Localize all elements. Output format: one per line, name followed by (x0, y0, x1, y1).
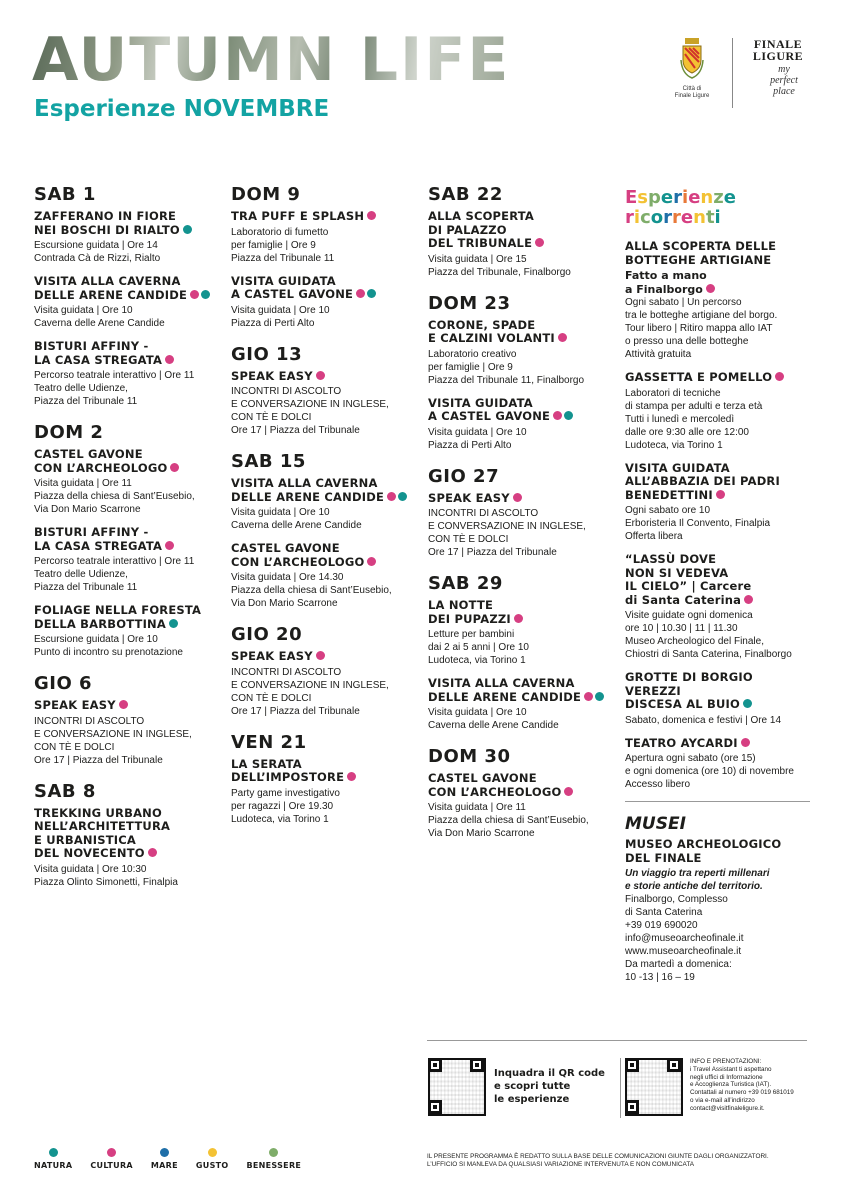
musei-divider (625, 801, 810, 802)
event-title: VISITA ALLA CAVERNA DELLE ARENE CANDIDE (34, 275, 224, 302)
cultura-category-dot (170, 463, 179, 472)
brand-tagline: my perfect place (770, 64, 798, 97)
event-item (428, 599, 618, 667)
museo-details: Finalborgo, Complesso di Santa Caterina +39 019 690020 info@museoarcheofinale.it www.museoarcheofinale.it Da martedì a domenica: 10 -13 | 16 – 19 (625, 894, 744, 983)
cultura-category-dot (513, 493, 522, 502)
event-details: INCONTRI DI ASCOLTO E CONVERSAZIONE IN INGLESE, CON TÈ E DOLCI Ore 17 | Piazza del Tribunale (428, 508, 586, 558)
event-title: TREKKING URBANO NELL’ARCHITETTURA E URBANISTICA DEL NOVECENTO (34, 805, 171, 860)
cultura-category-dot (165, 355, 174, 364)
event-title: SPEAK EASY (34, 699, 224, 713)
event-title: BISTURI AFFINY - LA CASA STREGATA (34, 340, 224, 367)
event-details: INCONTRI DI ASCOLTO E CONVERSAZIONE IN INGLESE, CON TÈ E DOLCI Ore 17 | Piazza del Tribunale (231, 666, 389, 717)
natura-category-dot (743, 699, 752, 708)
cultura-category-dot (119, 700, 128, 709)
event-item (231, 650, 421, 718)
disclaimer: IL PRESENTE PROGRAMMA È REDATTO SULLA BASE DELLE COMUNICAZIONI GIUNTE DAGLI ORGANIZZATORI. L’UFFICIO SI MANLEVA DA QUALSIASI VARIAZIONE INTERVENUTA E NON COMUNICATA (427, 1153, 769, 1168)
museo-tagline: Un viaggio tra reperti millenari e storie antiche del territorio. (625, 868, 770, 892)
event-item (34, 340, 224, 408)
cultura-category-dot (741, 738, 750, 747)
event-details: Escursione guidata | Ore 14 Contrada Cà de Rizzi, Rialto (34, 240, 161, 264)
event-item (231, 210, 421, 265)
event-details: Escursione guidata | Ore 10 Punto di incontro su prenotazione (34, 634, 183, 658)
day-heading: SAB 8 (34, 780, 96, 802)
event-title: VISITA ALLA CAVERNA DELLE ARENE CANDIDE (231, 477, 421, 504)
cultura-category-dot (347, 772, 356, 781)
cultura-category-dot (316, 371, 325, 380)
event-title: ALLA SCOPERTA DI PALAZZO DEL TRIBUNALE (428, 210, 618, 251)
event-item (428, 210, 618, 279)
event-item (34, 448, 224, 516)
event-title: SPEAK EASY (231, 370, 421, 384)
legend-label: NATURA (34, 1161, 73, 1170)
event-details: Visita guidata | Ore 10 Piazza di Perti Alto (428, 426, 527, 451)
event-title: ZAFFERANO IN FIORE NEI BOSCHI DI RIALTO (34, 210, 224, 237)
recurring-details: Apertura ogni sabato (ore 15) e ogni domenica (ore 10) di novembre Accesso libero (625, 753, 794, 790)
cultura-category-dot (514, 614, 523, 623)
event-details: Percorso teatrale interattivo | Ore 11 Teatro delle Udienze, Piazza del Tribunale 11 (34, 556, 195, 593)
cultura-category-dot (558, 333, 567, 342)
event-item (34, 604, 224, 659)
event-title: VISITA ALLA CAVERNA DELLE ARENE CANDIDE (428, 677, 618, 704)
legend-label: GUSTO (195, 1161, 229, 1170)
event-item (428, 492, 618, 560)
day-heading: DOM 30 (428, 746, 511, 767)
event-title: VISITA GUIDATA A CASTEL GAVONE (428, 397, 618, 424)
event-details: Percorso teatrale interattivo | Ore 11 Teatro delle Udienze, Piazza del Tribunale 11 (34, 370, 195, 407)
recurring-item (625, 240, 810, 361)
event-item (428, 772, 618, 840)
qr-code-experiences[interactable] (428, 1058, 486, 1116)
recurring-subtitle: Fatto a mano a Finalborgo (625, 269, 810, 296)
natura-category-dot (564, 411, 573, 420)
event-item (34, 807, 224, 889)
cultura-category-dot (387, 492, 396, 501)
schedule-column-2 (231, 184, 421, 836)
legend-label: CULTURA (90, 1161, 133, 1170)
recurring-heading-line1: Esperienze (625, 187, 736, 208)
day-heading: GIO 13 (231, 343, 303, 365)
event-item (231, 758, 421, 826)
event-title: BISTURI AFFINY - LA CASA STREGATA (34, 526, 224, 553)
poster-title: AUTUMN LIFE (32, 25, 511, 95)
recurring-title: “LASSÙ DOVE NON SI VEDEVA IL CIELO” | Carcere di Santa Caterina (625, 552, 752, 607)
event-title: LA NOTTE DEI PUPAZZI (428, 599, 618, 626)
day-heading: VEN 21 (231, 731, 307, 753)
recurring-details: Ogni sabato ore 10 Erboristeria Il Convento, Finalpia Offerta libera (625, 505, 771, 542)
cultura-category-dot (148, 848, 157, 857)
cultura-category-dot (744, 595, 753, 604)
crest-caption: Città di Finale Ligure (674, 86, 710, 99)
cultura-category-dot (535, 238, 544, 247)
event-title: SPEAK EASY (428, 492, 618, 506)
event-title: TRA PUFF E SPLASH (231, 210, 421, 224)
legend-cultura (90, 1148, 133, 1170)
event-item (231, 477, 421, 532)
event-title: CASTEL GAVONE CON L’ARCHEOLOGO (34, 448, 224, 475)
recurring-details: Sabato, domenica e festivi | Ore 14 (625, 714, 782, 726)
info-prenotazioni: INFO E PRENOTAZIONI: i Travel Assistant ti aspettano negli uffici di Informazione e Accoglienza Turistica (IAT). Contattali al numero +39 019 681019 o via e-mail all’indirizzo contact@visitfinaleligure.it. (690, 1058, 794, 1112)
event-details: INCONTRI DI ASCOLTO E CONVERSAZIONE IN INGLESE, CON TÈ E DOLCI Ore 17 | Piazza del Tribunale (34, 715, 192, 766)
day-heading: SAB 15 (231, 451, 306, 472)
cultura-legend-dot (107, 1148, 116, 1157)
cultura-category-dot (706, 284, 715, 293)
recurring-title: GASSETTA E POMELLO (625, 371, 810, 385)
natura-category-dot (201, 290, 210, 299)
event-details: Visita guidata | Ore 14.30 Piazza della chiesa di Sant’Eusebio, Via Don Mario Scarrone (231, 572, 392, 609)
day-heading: SAB 1 (34, 184, 96, 205)
event-title: CASTEL GAVONE CON L’ARCHEOLOGO (231, 542, 421, 569)
recurring-details: Laboratori di tecniche di stampa per adulti e terza età Tutti i lunedì e mercoledì dalle ore 9:30 alle ore 12:00 Ludoteca, via Torino 1 (625, 387, 763, 451)
recurring-item (625, 462, 810, 544)
event-title: LA SERATA DELL’IMPOSTORE (231, 758, 421, 785)
event-details: Party game investigativo per ragazzi | Ore 19.30 Ludoteca, via Torino 1 (231, 787, 340, 825)
legend-benessere (247, 1148, 302, 1170)
natura-category-dot (169, 619, 178, 628)
event-details: Visita guidata | Ore 10 Caverna delle Arene Candide (34, 305, 165, 329)
city-crest-icon (680, 38, 704, 82)
brand-logo: FINALE LIGURE (752, 37, 804, 63)
mare-legend-dot (160, 1148, 169, 1157)
cultura-category-dot (165, 541, 174, 550)
legend-gusto (196, 1148, 229, 1170)
day-heading: GIO 20 (231, 624, 303, 645)
recurring-item (625, 553, 810, 661)
cultura-category-dot (316, 651, 325, 660)
recurring-item (625, 671, 810, 727)
recurring-item (625, 371, 810, 452)
event-details: Letture per bambini dai 2 ai 5 anni | Ore 10 Ludoteca, via Torino 1 (428, 629, 529, 666)
cultura-category-dot (775, 372, 784, 381)
legend-natura (34, 1148, 72, 1170)
recurring-details: Visite guidate ogni domenica ore 10 | 10.30 | 11 | 11.30 Museo Archeologico del Finale, Chiostri di Santa Caterina, Finalborgo (625, 610, 792, 660)
gusto-legend-dot (208, 1148, 217, 1157)
event-item (428, 397, 618, 452)
day-heading: SAB 22 (428, 184, 503, 205)
natura-category-dot (595, 692, 604, 701)
recurring-title: TEATRO AYCARDI (625, 737, 810, 751)
recurring-details: Ogni sabato | Un percorso tra le botteghe artigiane del borgo. Tour libero | Ritiro mappa allo IAT o presso una delle botteghe Attività gratuita (625, 297, 778, 360)
day-heading: GIO 27 (428, 465, 500, 487)
event-details: Visita guidata | Ore 11 Piazza della chiesa di Sant’Eusebio, Via Don Mario Scarrone (428, 802, 589, 839)
event-details: Laboratorio di fumetto per famiglie | Ore 9 Piazza del Tribunale 11 (231, 226, 335, 264)
recurring-heading (625, 188, 810, 228)
event-details: Visita guidata | Ore 10 Piazza di Perti Alto (231, 304, 330, 329)
day-heading: DOM 2 (34, 422, 104, 443)
event-item (231, 542, 421, 610)
event-item (34, 699, 224, 767)
event-item (231, 275, 421, 330)
event-title: CORONE, SPADE E CALZINI VOLANTI (428, 319, 618, 346)
cultura-category-dot (584, 692, 593, 701)
event-title: SPEAK EASY (231, 650, 421, 664)
event-details: Visita guidata | Ore 15 Piazza del Tribunale, Finalborgo (428, 253, 571, 278)
cultura-category-dot (553, 411, 562, 420)
cultura-category-dot (356, 289, 365, 298)
museo-name: MUSEO ARCHEOLOGICO DEL FINALE (625, 837, 782, 865)
day-heading: DOM 9 (231, 184, 301, 205)
event-item (231, 370, 421, 438)
cultura-category-dot (564, 787, 573, 796)
recurring-item (625, 737, 810, 792)
recurring-heading-line2: ricorrenti (625, 207, 721, 228)
natura-category-dot (183, 225, 192, 234)
event-details: INCONTRI DI ASCOLTO E CONVERSAZIONE IN INGLESE, CON TÈ E DOLCI Ore 17 | Piazza del Tribunale (231, 386, 389, 436)
cultura-category-dot (367, 211, 376, 220)
day-heading: SAB 29 (428, 573, 503, 594)
natura-legend-dot (49, 1148, 58, 1157)
legend-mare (151, 1148, 178, 1170)
event-item (34, 210, 224, 265)
event-item (34, 526, 224, 594)
schedule-column-3 (428, 184, 618, 850)
cultura-category-dot (367, 557, 376, 566)
legend-label: BENESSERE (246, 1161, 302, 1170)
logo-area (668, 38, 818, 112)
recurring-title: VISITA GUIDATA ALL’ABBAZIA DEI PADRI BENEDETTINI (625, 460, 780, 502)
qr-code-contact[interactable] (625, 1058, 683, 1116)
recurring-list (625, 240, 810, 791)
event-item (428, 319, 618, 387)
natura-category-dot (367, 289, 376, 298)
recurring-title: ALLA SCOPERTA DELLE BOTTEGHE ARTIGIANE (625, 239, 777, 267)
cultura-category-dot (190, 290, 199, 299)
category-legend (34, 1148, 319, 1170)
event-title: VISITA GUIDATA A CASTEL GAVONE (231, 275, 421, 302)
event-details: Visita guidata | Ore 10:30 Piazza Olinto Simonetti, Finalpia (34, 863, 178, 888)
event-details: Visita guidata | Ore 11 Piazza della chiesa di Sant’Eusebio, Via Don Mario Scarrone (34, 478, 195, 515)
recurring-column (625, 188, 810, 984)
benessere-legend-dot (269, 1148, 278, 1157)
qr-caption: Inquadra il QR code e scopri tutte le esperienze (494, 1068, 605, 1105)
cultura-category-dot (716, 490, 725, 499)
event-title: CASTEL GAVONE CON L’ARCHEOLOGO (428, 772, 618, 799)
poster-subtitle: Esperienze NOVEMBRE (34, 96, 330, 122)
footer-info-divider (620, 1058, 621, 1118)
day-heading: GIO 6 (34, 673, 93, 694)
natura-category-dot (398, 492, 407, 501)
event-title: FOLIAGE NELLA FORESTA DELLA BARBOTTINA (34, 603, 202, 631)
footer-divider (427, 1040, 807, 1041)
musei-heading: MUSEI (625, 814, 686, 834)
logo-divider (732, 38, 733, 108)
event-details: Laboratorio creativo per famiglie | Ore 9 Piazza del Tribunale 11, Finalborgo (428, 348, 585, 386)
legend-label: MARE (150, 1161, 178, 1170)
recurring-title: GROTTE DI BORGIO VEREZZI DISCESA AL BUIO (625, 670, 753, 711)
event-details: Visita guidata | Ore 10 Caverna delle Arene Candide (428, 707, 559, 731)
event-details: Visita guidata | Ore 10 Caverna delle Arene Candide (231, 507, 362, 531)
event-item (34, 275, 224, 330)
event-item (428, 677, 618, 732)
day-heading: DOM 23 (428, 292, 511, 314)
schedule-column-1 (34, 184, 224, 899)
